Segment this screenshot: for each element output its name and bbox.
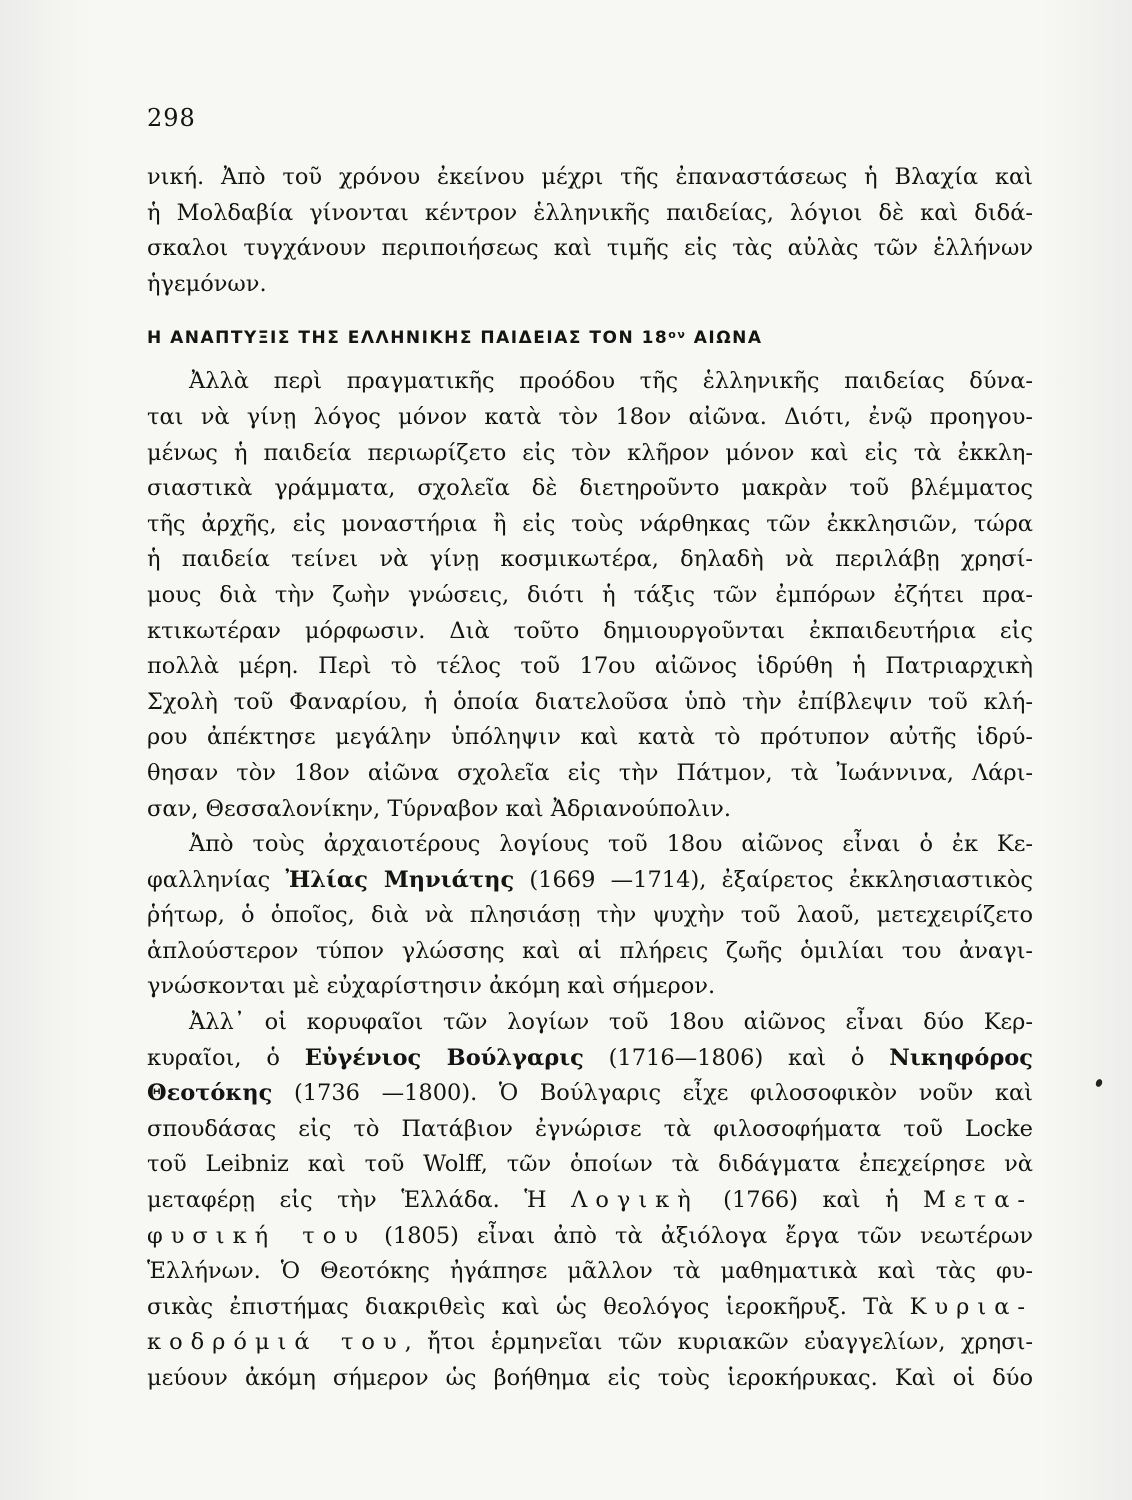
paragraph-2-line: Σχολὴ τοῦ Φαναρίου, ἡ ὁποία διατελοῦσα ὑπὸ τὴν ἐπίβλεψιν τοῦ κλή- — [147, 688, 1033, 715]
text-run: (1669 —1714), ἐξαίρετος ἐκκλησιαστικὸς — [514, 866, 1033, 893]
paragraph-2-line: Ἀλλὰ περὶ πραγματικῆς προόδου τῆς ἑλληνικῆς παιδείας δύνα- — [189, 368, 1033, 395]
text-run: σικὰς ἐπιστήμας διακριθεὶς καὶ ὡς θεολόγος ἱεροκῆρυξ. Τὰ — [147, 1293, 910, 1320]
text-run: (1716—1806) καὶ ὁ — [583, 1044, 890, 1071]
paragraph-1-line: ἡ Μολδαβία γίνονται κέντρον ἑλληνικῆς παιδείας, λόγιοι δὲ καὶ διδά- — [147, 199, 1033, 226]
paragraph-4-line — [147, 1219, 1033, 1255]
work-title-kyriakodromia-cont: κοδρόμιά του — [147, 1329, 405, 1356]
work-title-logiki: Λογικὴ — [571, 1187, 699, 1214]
paragraph-2-line: πολλὰ μέρη. Περὶ τὸ τέλος τοῦ 17ου αἰῶνος ἱδρύθη ἡ Πατριαρχικὴ — [147, 653, 1033, 680]
paragraph-2-line: ἡ παιδεία τείνει νὰ γίνῃ κοσμικωτέρα, δηλαδὴ νὰ περιλάβῃ χρησί- — [147, 546, 1033, 573]
margin-ink-mark — [1095, 1078, 1104, 1088]
text-run: κυραῖοι, ὁ — [147, 1044, 305, 1071]
paragraph-4-line: μεύουν ἀκόμη σήμερον ὡς βοήθημα εἰς τοὺς ἱεροκήρυκας. Καὶ οἱ δύο — [147, 1365, 1033, 1391]
text-run: (1736 —1800). Ὁ Βούλγαρις εἶχε φιλοσοφικὸν νοῦν καὶ — [272, 1080, 1033, 1107]
section-heading-text: Η ΑΝΑΠΤΥΞΙΣ ΤΗΣ ΕΛΛΗΝΙΚΗΣ ΠΑΙΔΕΙΑΣ ΤΟΝ 18 — [147, 328, 669, 349]
work-title-metafysiki: Μετα- — [923, 1187, 1033, 1214]
text-run: μεταφέρῃ εἰς τὴν Ἑλλάδα. Ἡ — [147, 1187, 572, 1214]
paragraph-4-line: τοῦ Leibniz καὶ τοῦ Wolff, τῶν ὁποίων τὰ διδάγματα ἐπεχείρησε νὰ — [147, 1151, 1033, 1178]
paragraph-3-line: ἁπλούστερον τύπον γλώσσης καὶ αἱ πλήρεις ζωῆς ὁμιλίαι του ἀναγι- — [147, 937, 1033, 964]
paragraph-4-line — [147, 1076, 1033, 1112]
text-run: (1766) καὶ ἡ — [698, 1187, 924, 1214]
paragraph-2-line: ρου ἀπέκτησε μεγάλην ὑπόληψιν καὶ κατὰ τὸ πρότυπον αὐτῆς ἱδρύ- — [147, 724, 1033, 751]
paragraph-2-line: ται νὰ γίνῃ λόγος μόνον κατὰ τὸν 18ον αἰῶνα. Διότι, ἐνῷ προηγου- — [147, 403, 1033, 430]
paragraph-3-line: γνώσκονται μὲ εὐχαρίστησιν ἀκόμη καὶ σήμερον. — [147, 973, 716, 1000]
section-heading — [147, 306, 1033, 364]
text-run: , ἤτοι ἑρμηνεῖαι τῶν κυριακῶν εὐαγγελίων, χρησι- — [404, 1329, 1033, 1356]
paragraph-3-line — [147, 863, 1033, 899]
person-name-miniatis: Ἠλίας Μηνιάτης — [285, 866, 515, 893]
person-name-theotokis: Θεοτόκης — [147, 1080, 273, 1107]
paragraph-4-line — [147, 1041, 1033, 1077]
paragraph-2-line: μένως ἡ παιδεία περιωρίζετο εἰς τὸν κλῆρον μόνον καὶ εἰς τὰ ἐκκλη- — [147, 439, 1033, 466]
paragraph-3-line: Ἀπὸ τοὺς ἀρχαιοτέρους λογίους τοῦ 18ου αἰῶνος εἶναι ὁ ἐκ Κε- — [189, 831, 1033, 858]
text-run: φαλληνίας — [147, 866, 286, 893]
page-number: 298 — [147, 104, 196, 132]
work-title-kyriakodromia: Κυρια- — [909, 1293, 1033, 1320]
section-heading-text-end: ΑΙΩΝΑ — [693, 328, 763, 349]
paragraph-3-line: ῥήτωρ, ὁ ὁποῖος, διὰ νὰ πλησιάσῃ τὴν ψυχὴν τοῦ λαοῦ, μετεχειρίζετο — [147, 902, 1033, 929]
work-title-metafysiki-cont: φυσική του — [147, 1222, 366, 1249]
paragraph-4-line — [147, 1183, 1033, 1219]
paragraph-4-line: Ἀλλ᾽ οἱ κορυφαῖοι τῶν λογίων τοῦ 18ου αἰῶνος εἶναι δύο Κερ- — [189, 1009, 1033, 1036]
paragraph-4-line: σπουδάσας εἰς τὸ Πατάβιον ἐγνώρισε τὰ φιλοσοφήματα τοῦ Locke — [147, 1115, 1033, 1142]
paragraph-2-line: σαν, Θεσσαλονίκην, Τύρναβον καὶ Ἀδριανούπολιν. — [147, 795, 731, 822]
paragraph-1-line: ἡγεμόνων. — [147, 270, 267, 297]
paragraph-2-line: σιαστικὰ γράμματα, σχολεῖα δὲ διετηροῦντο μακρὰν τοῦ βλέμματος — [147, 475, 1033, 502]
paragraph-2-line: μους διὰ τὴν ζωὴν γνώσεις, διότι ἡ τάξις τῶν ἐμπόρων ἐζήτει πρα- — [147, 581, 1033, 608]
paragraph-2-line: τῆς ἀρχῆς, εἰς μοναστήρια ἢ εἰς τοὺς νάρθηκας τῶν ἐκκλησιῶν, τώρα — [147, 510, 1033, 537]
paragraph-4-line: Ἑλλήνων. Ὁ Θεοτόκης ἠγάπησε μᾶλλον τὰ μαθηματικὰ καὶ τὰς φυ- — [147, 1258, 1033, 1285]
paragraph-1-line: νική. Ἀπὸ τοῦ χρόνου ἐκείνου μέχρι τῆς ἐπαναστάσεως ἡ Βλαχία καὶ — [147, 164, 1033, 190]
person-name-voulgaris: Εὐγένιος Βούλγαρις — [304, 1044, 584, 1071]
text-run: (1805) εἶναι ἀπὸ τὰ ἀξιόλογα ἔργα τῶν νεωτέρων — [365, 1222, 1033, 1249]
paragraph-2-line: θησαν τὸν 18ον αἰῶνα σχολεῖα εἰς τὴν Πάτμον, τὰ Ἰωάννινα, Λάρι- — [147, 759, 1033, 786]
paragraph-4-line — [147, 1290, 1033, 1326]
person-name-nikiforos: Νικηφόρος — [889, 1044, 1033, 1071]
paragraph-4-line — [147, 1325, 1033, 1361]
paragraph-2-line: κτικωτέραν μόρφωσιν. Διὰ τοῦτο δημιουργοῦνται ἐκπαιδευτήρια εἰς — [147, 617, 1033, 644]
section-heading-suffix: ον — [668, 328, 687, 342]
paragraph-1-line: σκαλοι τυγχάνουν περιποιήσεως καὶ τιμῆς εἰς τὰς αὐλὰς τῶν ἑλλήνων — [147, 235, 1033, 262]
body-text — [147, 160, 1033, 1397]
